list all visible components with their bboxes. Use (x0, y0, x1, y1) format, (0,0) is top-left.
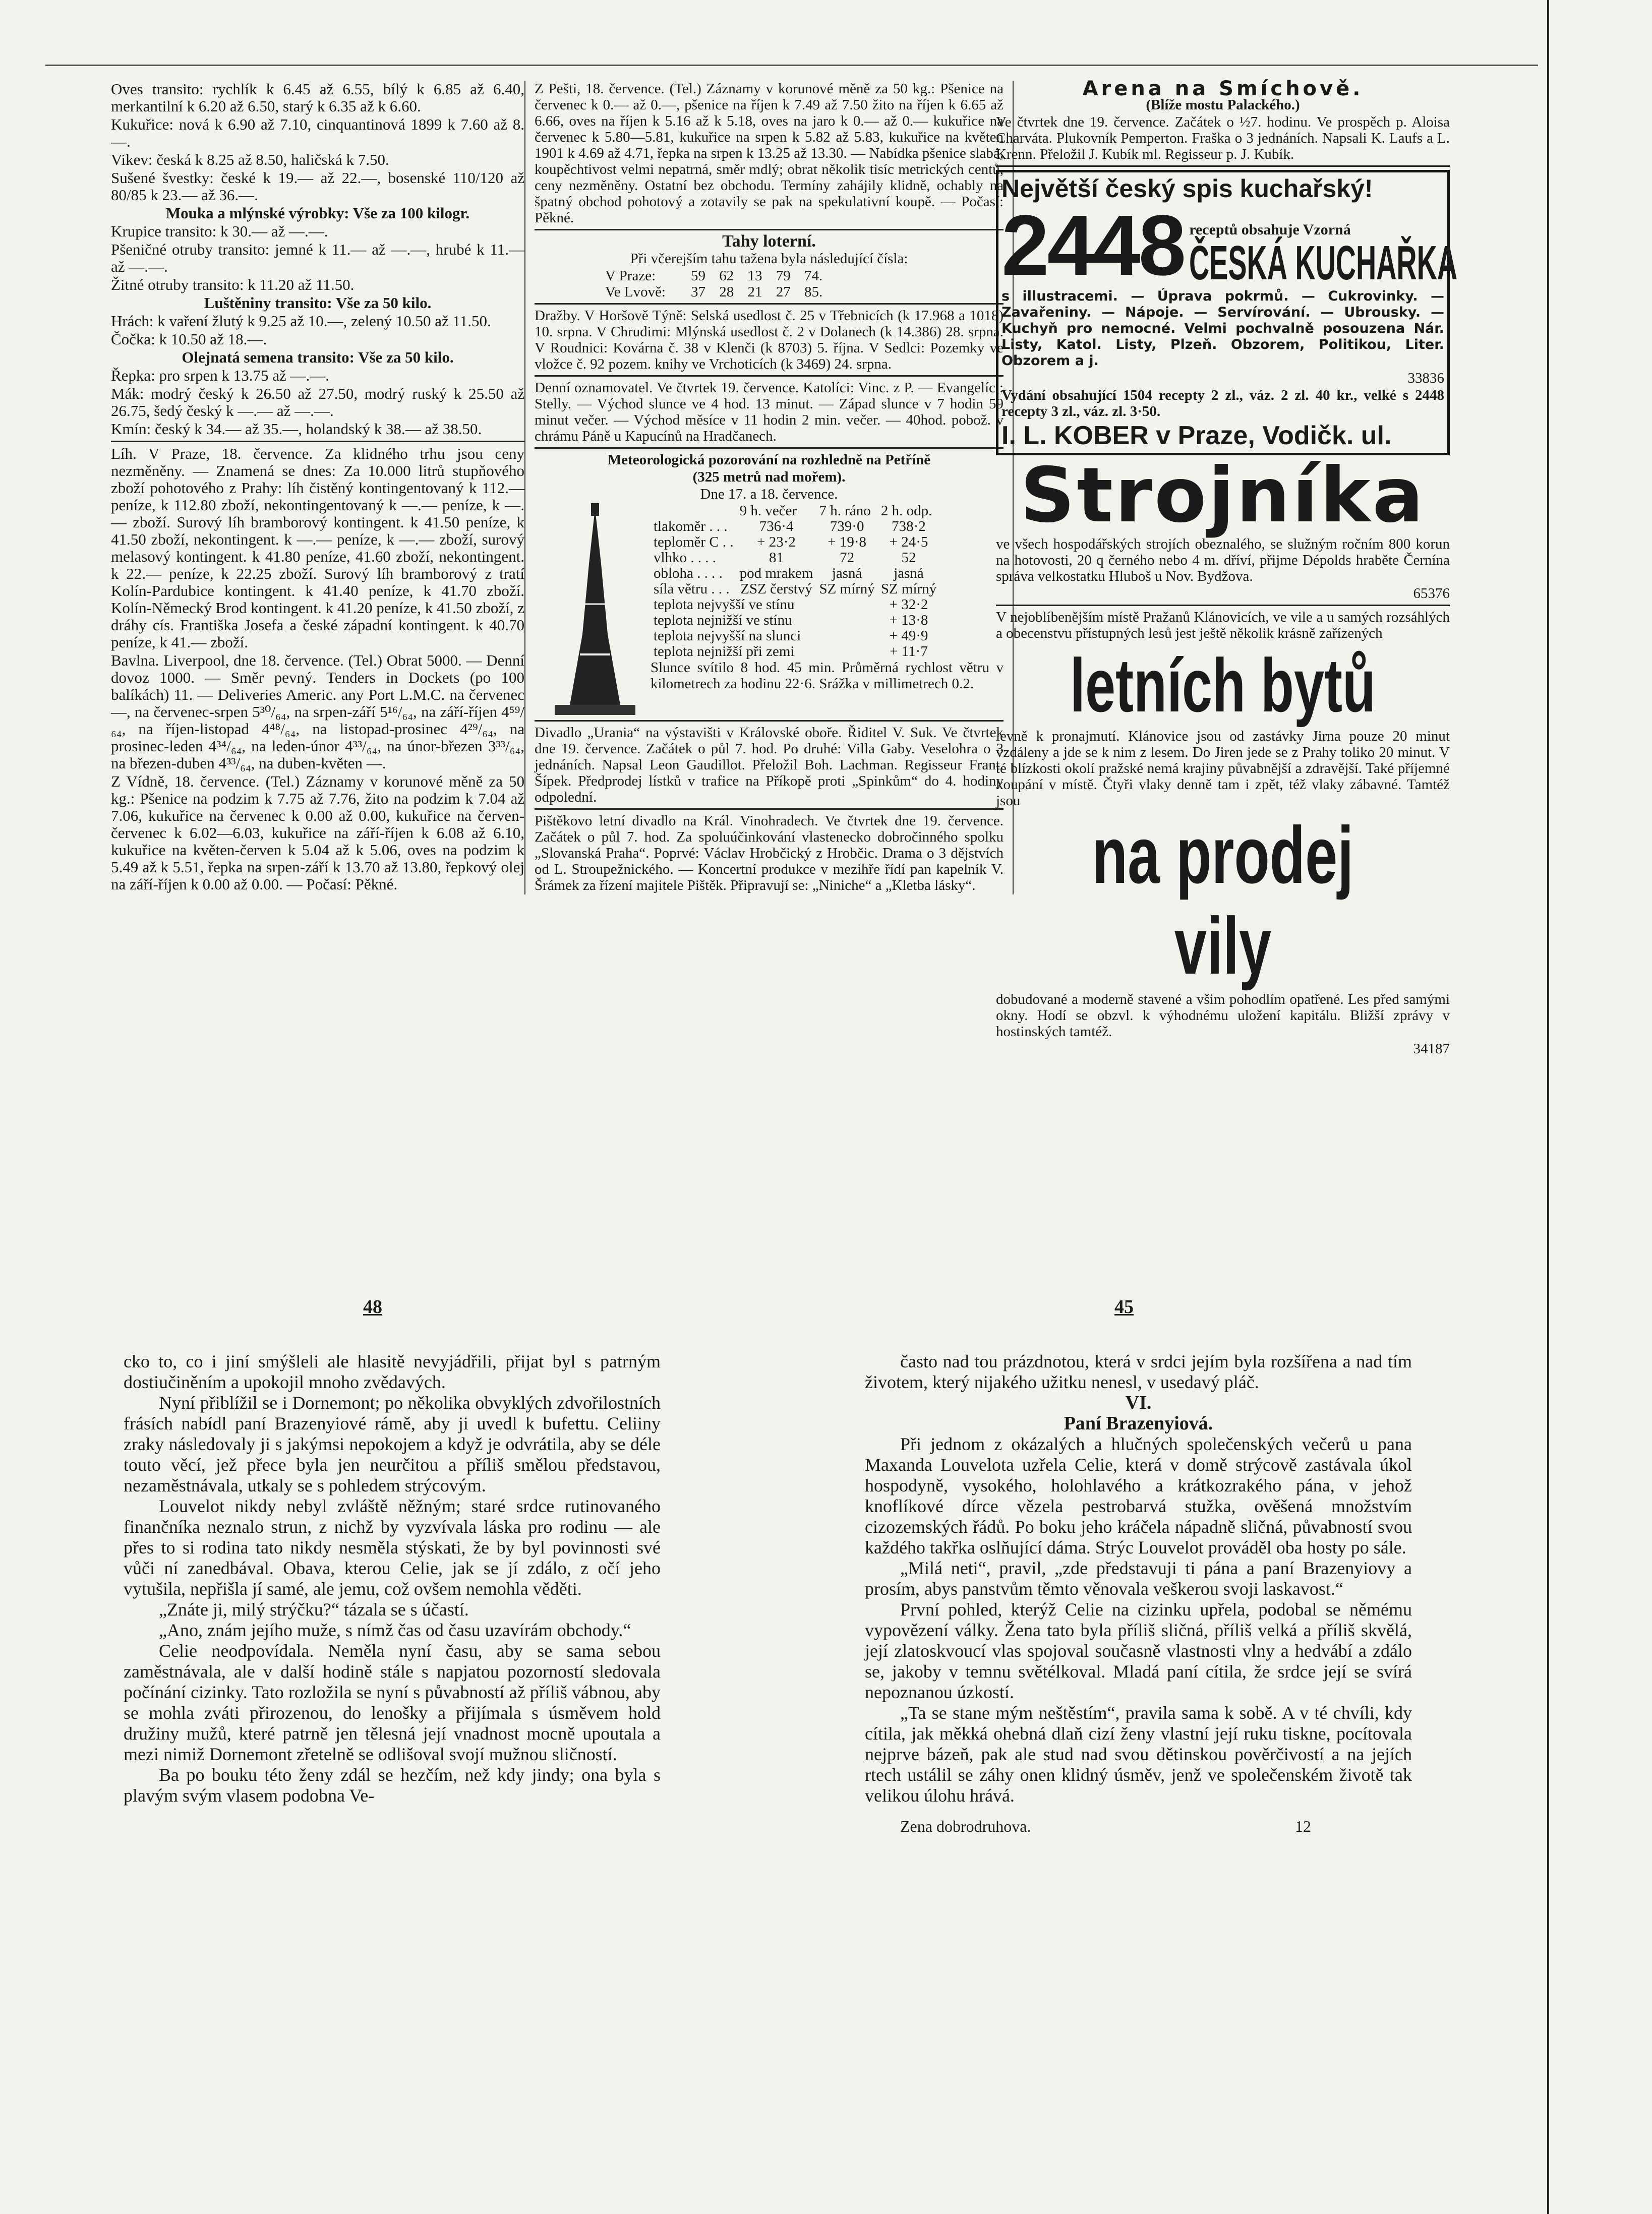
arena-subtitle: (Blíže mostu Palackého.) (1146, 97, 1300, 113)
novel-page-left (124, 1351, 661, 1806)
cookbook-code: 33836 (1407, 370, 1444, 386)
section-heading: Luštěniny transito: Vše za 50 kilo. (204, 294, 432, 312)
divider (535, 375, 1004, 377)
divider (111, 441, 524, 442)
lottery-row (535, 284, 1004, 300)
section-heading: Mouka a mlýnské výrobky: Vše za 100 kilogr. (165, 204, 470, 222)
novel-paragraph: často nad tou prázdnotou, která v srdci jejím byla rozšířena a nad tím životem, který nijakého užitku nenesl, v usedavý pláč. (865, 1351, 1412, 1392)
novel-paragraph: Při jednom z okázalých a hlučných společenských večerů u pana Maxanda Louvelota uzřela Celie, která v domě strýcově zastávala úkol hospodyně, vysokého, holohlavého a krátkozrakého pána, v jehož knoflíkové dírce vězela pestrobarvá stužka, ověšená množstvím cizozemských řádů. Po boku jeho kráčela nápadně sličná, půvabností svou každého takřka oslňující dáma. Strýc Louvelot prováděl oba hosty po sále. (865, 1434, 1412, 1558)
meteo-row-label: tlakoměr . . . (654, 518, 728, 534)
section-heading: Olejnatá semena transito: Vše za 50 kilo. (182, 348, 454, 366)
chapter-title: Paní Brazenyiová. (1064, 1413, 1213, 1434)
meteo-cell: jasná (894, 565, 924, 581)
meteo-extra-label: teplota nejnižší ve stínu (654, 612, 792, 628)
chapter-number: VI. (1125, 1392, 1152, 1413)
meteo-cell: 81 (769, 550, 784, 566)
petrin-tower-illustration (545, 503, 645, 720)
divider (535, 720, 1004, 722)
daily-notice: Denní oznamovatel. Ve čtvrtek 19. července. Katolíci: Vinc. z P. — Evangelíci: Stelly. — Východ slunce ve 4 hod. 13 minut. — Západ slunce v 7 hodin 59 minut večer. — Východ měsíce v 11 hodin 2 min. večer. — 40hod. pobož. v chrámu Páně u Kapucínů na Hradčanech. (535, 380, 1004, 444)
lottery-city: Ve Lvově: (605, 284, 666, 300)
paragraph: Mák: modrý český k 26.50 až 27.50, modrý ruský k 25.50 až 26.75, šedý český k —.— až —.—. (111, 385, 524, 420)
divider (535, 808, 1004, 810)
paragraph: Krupice transito: k 30.— až —.—. (111, 222, 328, 240)
meteo-cell: 739·0 (830, 518, 864, 534)
meteo-cell: 736·4 (759, 518, 794, 534)
paragraph: Pšeničné otruby transito: jemné k 11.— až —.—, hrubé k 11.— až —.—. (111, 241, 524, 275)
top-frame-line (45, 65, 1538, 66)
pistek-notice: Pištěkovo letní divadlo na Král. Vinohradech. Ve čtvrtek dne 19. července. Začátek o půl 7. hod. Za spoluúčinkování vlastenecko dobročinného spolku „Slovanská Praha“. Poprvé: Václav Hrobčický z Hrobčic. Drama o 3 dějstvích od L. Stroupežnického. — Koncertní produkce v mezihře řídí pan kapelník V. Šrámek za řízení majitele Pištěk. Připravují se: „Niniche“ a „Kletba lásky“. (535, 813, 1004, 893)
cookbook-recipes-label: receptů obsahuje Vzorná (1189, 221, 1351, 238)
cookbook-advert (996, 170, 1458, 455)
cookbook-headline: Největší český spis kuchařský! (1001, 174, 1373, 203)
meteo-extra-label: teplota nejvyšší na slunci (654, 628, 801, 644)
lottery-text: Při včerejším tahu tažena byla následující čísla: (630, 251, 908, 267)
villas-code: 34187 (1413, 1041, 1450, 1057)
divider (535, 447, 1004, 449)
right-page-edge (1547, 0, 1549, 2214)
novel-paragraph: cko to, co i jiní smýšleli ale hlasitě nevyjádřili, přijat byl s patrným dostiučiněním a upokojil mnoho zvědavých. (124, 1351, 661, 1392)
novel-footer-sheet: 12 (1295, 1817, 1311, 1835)
publisher: I. L. KOBER v Praze, Vodičk. ul. (1001, 421, 1392, 450)
novel-page-right (865, 1351, 1412, 1837)
summer-flats-text: levně k pronajmutí. Klánovice jsou od zastávky Jirna pouze 20 minut vzdáleny a jde se k nim z lesem. Do Jiren jede se z Prahy toliko 20 minut. V té blízkosti okolí pražské nemá krajiny půvabnější a zdravější. Také příjemné koupání v místě. Čtyři vlaky denně tam i zpět, též vlaky zábavné. Tamtéž jsou (996, 728, 1450, 809)
novel-paragraph: „Ano, znám jejího muže, s nímž čas od času uzavírám obchody.“ (159, 1620, 631, 1640)
villas-text: dobudované a moderně stavené a všim pohodlím opatřené. Les před samými okny. Hodí se obzvl. k výhodnému uložení kapitálu. Bližší zprávy v hostinských tamtéž. (996, 991, 1450, 1040)
lottery-city: V Praze: (605, 268, 656, 284)
cookbook-banner (1001, 198, 1458, 293)
paragraph: Sušené švestky: české k 19.— až 22.—, bosenské 110/120 až 80/85 k 23.— až 36.—. (111, 169, 524, 204)
divider (535, 303, 1004, 305)
meteo-col-header: 7 h. ráno (819, 503, 871, 519)
meteo-row-label: vlhko . . . . (654, 550, 717, 566)
summer-flats-headline: letních bytů (1070, 643, 1376, 728)
meteo-extra-value: + 49·9 (889, 628, 928, 644)
divider (996, 605, 1450, 606)
paragraph: Žitné otruby transito: k 11.20 až 11.50. (111, 276, 355, 293)
machinist-text: ve všech hospodářských strojích obeznalého, se služným ročním 800 korun na hotovosti, 20 q černého nebo 4 m. dříví, přijme Dépolds hraběte Černína správa velkostatku Hluboš u Nov. Bydžova. (996, 536, 1450, 584)
novel-footer-title: Zena dobrodruhova. (900, 1817, 1031, 1835)
urania-notice: Divadlo „Urania“ na výstavišti v Královské oboře. Řiditel V. Suk. Ve čtvrtek dne 19. července. Začátek o půl 7. hod. Po druhé: Villa Gaby. Veselohra o 3 jednáních. Napsal Leon Gaudillot. Přeložil Boh. Lachman. Regisseur Frant. Šípek. Předprodej lístků v trafice na Příkopě proti „Spinkům“ do 4. hodiny odpolední. (535, 725, 1004, 805)
cotton-report: Bavlna. Liverpool, dne 18. července. (Tel.) Obrat 5000. — Denní dovoz 1000. — Směr pevný. Tenders in Dockets (po 100 balíkách) 11. — Deliveries Americ. any Port L.M.C. na červenec —, na červenec-srpen 5³⁰/₆₄, na srpen-září 5¹⁶/₆₄, na září-říjen 4⁵⁹/₆₄, na říjen-listopad 4⁴⁸/₆₄, na listopad-prosinec 4²⁹/₆₄, na prosinec-leden 4³⁴/₆₄, na leden-únor 4³³/₆₄, na únor-březen 3³³/₆₄, na březen-duben 4³³/₆₄, na duben-květen —. (111, 651, 524, 772)
auctions-notice: Dražby. V Horšově Týně: Selská usedlost č. 25 v Třebnicích (k 17.968 a 1018) 10. srpna. V Chrudimi: Mlýnská usedlost č. 2 v Dolanech (k 14.386) 28. srpna. V Roudnici: Kovárna č. 38 v Klenči (k 8703) 5. října. V Sedlci: Pozemky ve vložce č. 92 pozem. knihy ve Vrchoticích (k 3469) 24. srpna. (535, 308, 1004, 372)
novel-paragraph: „Milá neti“, pravil, „zde představuji ti pána a paní Brazenyiovy a prosím, abys panstvům těmto věnovala veškerou svoji laskavost.“ (865, 1558, 1412, 1599)
meteo-cell: + 24·5 (889, 534, 928, 550)
arena-text: Ve čtvrtek dne 19. července. Začátek o ½7. hodinu. Ve prospěch p. Aloisa Charváta. Plukovník Pemperton. Fraška o 3 jednáních. Napsali K. Laufs a L. Krenn. Přeložil J. Kubík ml. Regisseur p. J. Kubík. (996, 114, 1450, 162)
notices-column (524, 81, 1014, 894)
cookbook-recipe-count: 2448 (1001, 198, 1185, 293)
page-number-left: 48 (363, 1296, 382, 1318)
page-number-right: 45 (1114, 1296, 1134, 1318)
machinist-headline: Strojníka (1020, 452, 1426, 540)
spirit-report: Líh. V Praze, 18. července. Za klidného trhu jsou ceny nezměněny. — Znamená se dnes: Za 10.000 litrů stupňového zboží pohotového z Prahy: líh čistěný kontingentovaný k 112.— peníze, k 112.80 zboží, nekontingentovaný k —.— peníze, k —.— zboží. Surový líh bramborový kontingent. k 41.50 peníze, k 41.50 zboží, nekontingent. k —.— peníze, k —.— zboží, surový melasový kontingent. k 41.80 peníze, 41.60 zboží, nekontingent. k 22.— peníze, k 22.25 zboží. Surový líh bramborový z tratí Kolín-Pardubice kontingent. k 41.40 peníze, k 41.70 zboží. Kolín-Německý Brod kontingent. k 41.20 peníze, k 41.50 zboží, z dráhy cís. Františka Josefa a české západní kontingent. k 40.70 peníze, k 41.— zboží. (111, 445, 524, 651)
meteo-cell: + 23·2 (757, 534, 796, 550)
vienna-report: Z Vídně, 18. července. (Tel.) Záznamy v korunové měně za 50 kg.: Pšenice na podzim k 7.75 až 7.76, žito na podzim k 7.04 až 7.06, kukuřice na červenec k 0.00 až 0.00, kukuřice na červen-červenec k 6.02—6.03, kukuřice na září-říjen k 6.08 až 6.10, kukuřice na květen-červen k 5.04 až k 5.06, oves na podzim k 5.49 až k 5.51, řepka na srpen-září k 13.70 až 13.80, řepkový olej na září-říjen k 0.00 až 0.00. — Počasí: Pěkné. (111, 772, 524, 893)
meteo-cell: ZSZ čerstvý (740, 581, 812, 597)
novel-paragraph: „Ta se stane mým neštěstím“, pravila sama k sobě. A v té chvíli, kdy cítila, jak měkká ohebná dlaň cizí ženy vlastní její ruku tiskne, pocítovala nejprve bázeň, pak ale stud nad svou dětinskou pověrčivostí a na jejích rtech ustálil se záhy onen klidný úsměv, jenž ve společenském životě tak velikou úlohu hrává. (865, 1703, 1412, 1806)
paragraph: Kmín: český k 34.— až 35.—, holandský k 38.— až 38.50. (111, 420, 482, 438)
meteo-block (535, 503, 1004, 692)
divider (996, 165, 1450, 167)
meteo-table (651, 503, 939, 660)
lottery-numbers: 37 28 21 27 85. (691, 284, 823, 300)
meteo-extra-value: + 13·8 (889, 612, 928, 628)
meteo-cell: SZ mírný (819, 581, 875, 597)
meteo-cell: 52 (901, 550, 916, 566)
meteo-subtitle: (325 metrů nad mořem). (692, 469, 846, 485)
arena-title: Arena na Smíchově. (1082, 77, 1364, 100)
meteo-cell: 72 (840, 550, 855, 566)
meteo-cell: 738·2 (892, 518, 926, 534)
novel-paragraph: „Znáte ji, milý strýčku?“ tázala se s účastí. (159, 1599, 469, 1620)
novel-paragraph: První pohled, kterýž Celie na cizinku upřela, podobal se němému vypovězení války. Žena tato byla příliš sličná, příliš velká a příliš skvělá, její zlatoskvoucí vlas spojoval současně vlastnosti vlny a hedvábí a zdálo se, jakoby v temnu světélkoval. Mladá paní cítila, že srdce její se svírá nepoznanou úzkostí. (865, 1599, 1412, 1702)
meteo-cell: jasná (832, 565, 862, 581)
meteo-extra-value: + 32·2 (889, 596, 928, 613)
cookbook-body: s illustracemi. — Úprava pokrmů. — Cukrovinky. — Zavařeniny. — Nápoje. — Servírování. — Ubrousky. — Kuchyň pro nemocné. Velmi pochvalně posouzena Nár. Listy, Katol. Listy, Plzeň. Obzorem, Politikou, Liter. Obzorem a j. (1001, 288, 1444, 369)
novel-paragraph: Celie neodpovídala. Neměla nyní času, aby se sama sebou zaměstnávala, ale v další hodině stále s napjatou pozorností sledovala počínání cizinky. Tato rozložila se nyní s půvabností až příliš vábnou, aby se mohla zváti přirozenou, do lenošky a přijímala s úsměvem hold družiny mužů, které patrně jen tělesná její vnadnost mocně upoutala a mezi nimiž Dornemont zřetelně se odlišoval svojí mužnou sličností. (124, 1641, 661, 1764)
meteo-date: Dne 17. a 18. července. (700, 486, 838, 502)
paragraph: Oves transito: rychlík k 6.45 až 6.55, bílý k 6.85 až 6.40, merkantilní k 6.20 až 6.50, starý k 6.35 až k 6.60. (111, 80, 524, 115)
meteo-cell: pod mrakem (739, 565, 813, 581)
novel-footer (865, 1816, 1412, 1837)
machinist-code: 65376 (1413, 585, 1450, 602)
budapest-report: Z Pešti, 18. července. (Tel.) Záznamy v korunové měně za 50 kg.: Pšenice na červenec k 0.— až 0.—, pšenice na říjen k 7.49 až 7.50 žito na říjen k 6.65 až 6.66, oves na říjen k 5.16 až k 5.18, oves na jaro k 0.— až 0.— kukuřice na červenec k 5.80—5.81, kukuřice na srpen k 5.82 až 5.83, kukuřice na květen 1901 k 4.69 až 4.71, řepka na srpen k 13.25 až 13.30. — Nabídka pšenice slabá, koupěchtivost velmi nepatrná, směr mdlý; obrat několik tisíc metrických centů, ceny nezměněny. Ostatní bez obchodu. Termíny zahájily klidně, ochably na špatný obchod pohotový a zotavily se pak na spekulativní koupě. — Počasí: Pěkné. (535, 81, 1004, 226)
meteo-row-label: obloha . . . . (654, 565, 723, 581)
meteo-col-header: 9 h. večer (739, 503, 797, 519)
paragraph: Hrách: k vaření žlutý k 9.25 až 10.—, zelený 10.50 až 11.50. (111, 312, 491, 330)
meteo-cell: SZ mírný (880, 581, 937, 597)
paragraph: Řepka: pro srpen k 13.75 až —.—. (111, 367, 330, 384)
paragraph: Kukuřice: nová k 6.90 až 7.10, cinquantinová 1899 k 7.60 až 8.—. (111, 115, 524, 150)
klanovice-text: V nejoblíbenějším místě Pražanů Klánovicích, ve vile a u samých rozsáhlých a obecenstvu přístupných lesů jest ještě několik krásně zařízených (996, 609, 1450, 641)
cookbook-title: ČESKÁ KUCHAŘKA (1189, 236, 1458, 290)
meteo-extra-label: teplota nejnižší při zemi (654, 643, 795, 660)
adverts-column (996, 77, 1458, 1058)
lottery-row (535, 268, 1004, 284)
paragraph: Vikev: česká k 8.25 až 8.50, haličská k 7.50. (111, 151, 389, 168)
meteo-extra-label: teplota nejvyšší ve stínu (654, 596, 795, 613)
meteo-col-header: 2 h. odp. (880, 503, 932, 519)
divider (535, 229, 1004, 230)
paragraph: Čočka: k 10.50 až 18.—. (111, 330, 267, 348)
meteo-title: Meteorologická pozorování na rozhledně na Petříně (607, 452, 931, 468)
cookbook-price: Vydání obsahující 1504 recepty 2 zl., váz. 2 zl. 40 kr., velké s 2448 recepty 3 zl., váz. zl. 3·50. (1001, 387, 1444, 420)
market-column (111, 81, 524, 894)
villas-for-sale-headline: na prodej vily (1092, 810, 1354, 991)
lottery-title: Tahy loterní. (722, 232, 816, 251)
novel-paragraph: Nyní přiblížil se i Dornemont; po několika obvyklých zdvořilostních frásích nabídl paní Brazenyiové rámě, aby ji uvedl k bufettu. Celiiny zraky následovaly ji s jakýmsi nepokojem a když je odvrátila, aby se déle touto věcí, jež přece byla jen neurčitou a příliš smělou představou, nezaměstnávala, utkaly se s pohledem strýcovým. (124, 1393, 661, 1495)
novel-paragraph: Louvelot nikdy nebyl zvláště něžným; staré srdce rutinovaného finančníka neznalo strun, z nichž by vyzvívala láska pro rodinu — ale přes to si rodina tato nikdy nesměla stýskati, že by byl povinnosti své vůči ní zanedbával. Obava, kterou Celie, jak se jí zdálo, z očí jeho vytušila, nepřišla jí samé, ale jemu, což ovšem nemohla věděti. (124, 1496, 661, 1599)
meteo-tail: Slunce svítilo 8 hod. 45 min. Průměrná rychlost větru v kilometrech za hodinu 22·6. Srážka v millimetrech 0.2. (651, 660, 1004, 692)
meteo-extra-value: + 11·7 (890, 643, 928, 660)
lottery-numbers: 59 62 13 79 74. (691, 268, 823, 284)
meteo-row-label: síla větru . . . (654, 581, 730, 597)
novel-paragraph: Ba po bouku této ženy zdál se hezčím, než kdy jindy; ona byla s plavým svým vlasem podobna Ve- (124, 1765, 661, 1806)
meteo-cell: + 19·8 (828, 534, 866, 550)
meteo-row-label: teploměr C . . (654, 534, 734, 550)
